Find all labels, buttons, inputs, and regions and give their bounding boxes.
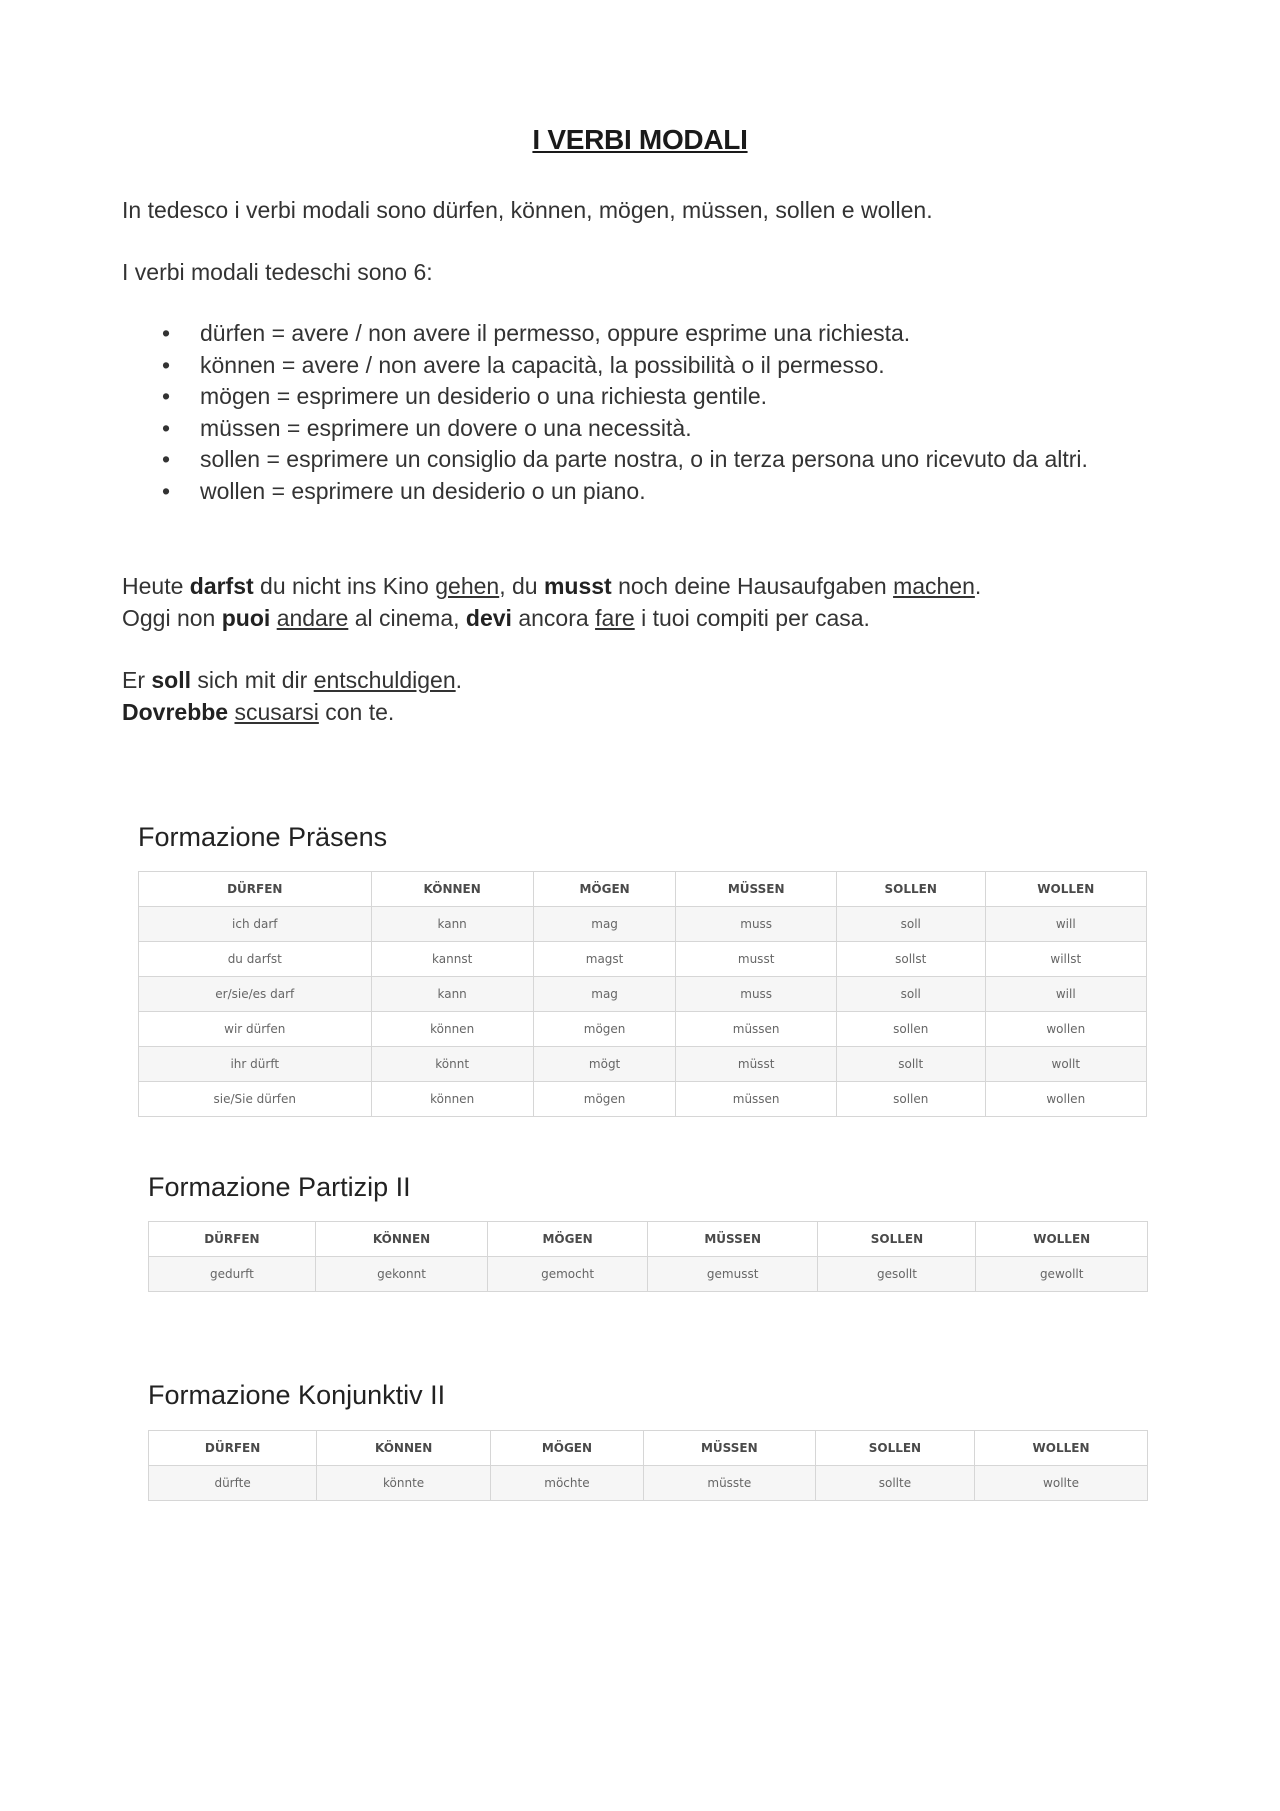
column-header: MÜSSEN (643, 1431, 815, 1466)
table-cell: wir dürfen (139, 1012, 372, 1047)
table-row (139, 977, 1147, 1012)
table-cell: gemocht (488, 1257, 648, 1292)
column-header: MÖGEN (533, 872, 676, 907)
example-2-italian: Dovrebbe scusarsi con te. (122, 699, 395, 725)
table-cell: gesollt (818, 1257, 976, 1292)
table-cell: sie/Sie dürfen (139, 1082, 372, 1117)
example-2-german: Er soll sich mit dir entschuldigen. (122, 667, 463, 693)
table-cell: will (985, 907, 1146, 942)
table-cell: kannst (371, 942, 533, 977)
column-header: MÖGEN (491, 1431, 644, 1466)
list-item: • können = avere / non avere la capacità, la possibilità o il permesso. (122, 350, 1088, 382)
table-cell: sollst (836, 942, 985, 977)
table-cell: ihr dürft (139, 1047, 372, 1082)
table-cell: müsst (676, 1047, 837, 1082)
table-cell: mögen (533, 1012, 676, 1047)
table-cell: müsste (643, 1466, 815, 1501)
bullet-icon: • (162, 477, 171, 504)
partizip-title: Formazione Partizip II (148, 1172, 411, 1202)
table-cell: mag (533, 977, 676, 1012)
table-cell: sollte (815, 1466, 974, 1501)
column-header: WOLLEN (975, 1431, 1148, 1466)
list-item: • sollen = esprimere un consiglio da parte nostra, o in terza persona uno ricevuto da altri. (122, 444, 1088, 476)
konjunktiv-table (148, 1430, 1148, 1501)
table-cell: könnt (371, 1047, 533, 1082)
list-item: • müssen = esprimere un dovere o una necessità. (122, 413, 1088, 445)
column-header: KÖNNEN (371, 872, 533, 907)
table-cell: wollte (975, 1466, 1148, 1501)
table-cell: soll (836, 977, 985, 1012)
bullet-icon: • (162, 414, 171, 441)
column-header: WOLLEN (985, 872, 1146, 907)
table-cell: soll (836, 907, 985, 942)
table-cell: du darfst (139, 942, 372, 977)
partizip-table (148, 1221, 1148, 1292)
table-header-row (149, 1222, 1148, 1257)
prasens-table (138, 871, 1147, 1117)
table-row (139, 1082, 1147, 1117)
table-row (139, 942, 1147, 977)
table-row (149, 1257, 1148, 1292)
table-cell: wollt (985, 1047, 1146, 1082)
table-cell: wollen (985, 1012, 1146, 1047)
table-cell: muss (676, 977, 837, 1012)
column-header: DÜRFEN (149, 1222, 316, 1257)
example-1-german: Heute darfst du nicht ins Kino gehen, du musst noch deine Hausaufgaben machen. (122, 573, 982, 599)
table-cell: mag (533, 907, 676, 942)
column-header: MÖGEN (488, 1222, 648, 1257)
column-header: SOLLEN (818, 1222, 976, 1257)
prasens-title: Formazione Präsens (138, 822, 388, 852)
table-cell: magst (533, 942, 676, 977)
table-row (149, 1466, 1148, 1501)
table-cell: willst (985, 942, 1146, 977)
column-header: SOLLEN (836, 872, 985, 907)
bullet-icon: • (162, 383, 171, 410)
page-title: I VERBI MODALI (532, 124, 748, 155)
table-cell: sollen (836, 1082, 985, 1117)
table-cell: gewollt (976, 1257, 1148, 1292)
bullet-icon: • (162, 446, 171, 473)
modal-verbs-list (122, 318, 1088, 508)
example-1 (122, 570, 981, 634)
table-cell: mögt (533, 1047, 676, 1082)
column-header: SOLLEN (815, 1431, 974, 1466)
konjunktiv-title: Formazione Konjunktiv II (148, 1380, 446, 1410)
table-cell: kann (371, 977, 533, 1012)
table-cell: dürfte (149, 1466, 317, 1501)
table-cell: wollen (985, 1082, 1146, 1117)
bullet-icon: • (162, 320, 171, 346)
table-cell: musst (676, 942, 837, 977)
table-cell: müssen (676, 1012, 837, 1047)
table-cell: sollen (836, 1012, 985, 1047)
table-cell: kann (371, 907, 533, 942)
column-header: KÖNNEN (317, 1431, 491, 1466)
table-cell: mögen (533, 1082, 676, 1117)
example-1-italian: Oggi non puoi andare al cinema, devi ancora fare i tuoi compiti per casa. (122, 605, 870, 631)
table-cell: sollt (836, 1047, 985, 1082)
table-cell: er/sie/es darf (139, 977, 372, 1012)
column-header: DÜRFEN (139, 872, 372, 907)
table-row (139, 907, 1147, 942)
column-header: KÖNNEN (315, 1222, 487, 1257)
intro-paragraph: In tedesco i verbi modali sono dürfen, können, mögen, müssen, sollen e wollen. (122, 197, 933, 223)
table-cell: ich darf (139, 907, 372, 942)
table-cell: können (371, 1082, 533, 1117)
table-cell: könnte (317, 1466, 491, 1501)
table-cell: möchte (491, 1466, 644, 1501)
count-paragraph: I verbi modali tedeschi sono 6: (122, 259, 433, 285)
bullet-icon: • (162, 351, 171, 378)
table-row (139, 1012, 1147, 1047)
table-cell: gemusst (647, 1257, 818, 1292)
table-cell: gedurft (149, 1257, 316, 1292)
example-2 (122, 664, 462, 728)
table-cell: will (985, 977, 1146, 1012)
table-cell: muss (676, 907, 837, 942)
table-row (139, 1047, 1147, 1082)
table-header-row (139, 872, 1147, 907)
column-header: WOLLEN (976, 1222, 1148, 1257)
table-cell: müssen (676, 1082, 837, 1117)
table-header-row (149, 1431, 1148, 1466)
list-item: • dürfen = avere / non avere il permesso, oppure esprime una richiesta. (122, 318, 1088, 350)
column-header: MÜSSEN (647, 1222, 818, 1257)
list-item: • mögen = esprimere un desiderio o una richiesta gentile. (122, 381, 1088, 413)
table-cell: gekonnt (315, 1257, 487, 1292)
table-cell: können (371, 1012, 533, 1047)
column-header: DÜRFEN (149, 1431, 317, 1466)
list-item: • wollen = esprimere un desiderio o un piano. (122, 476, 1088, 508)
column-header: MÜSSEN (676, 872, 837, 907)
